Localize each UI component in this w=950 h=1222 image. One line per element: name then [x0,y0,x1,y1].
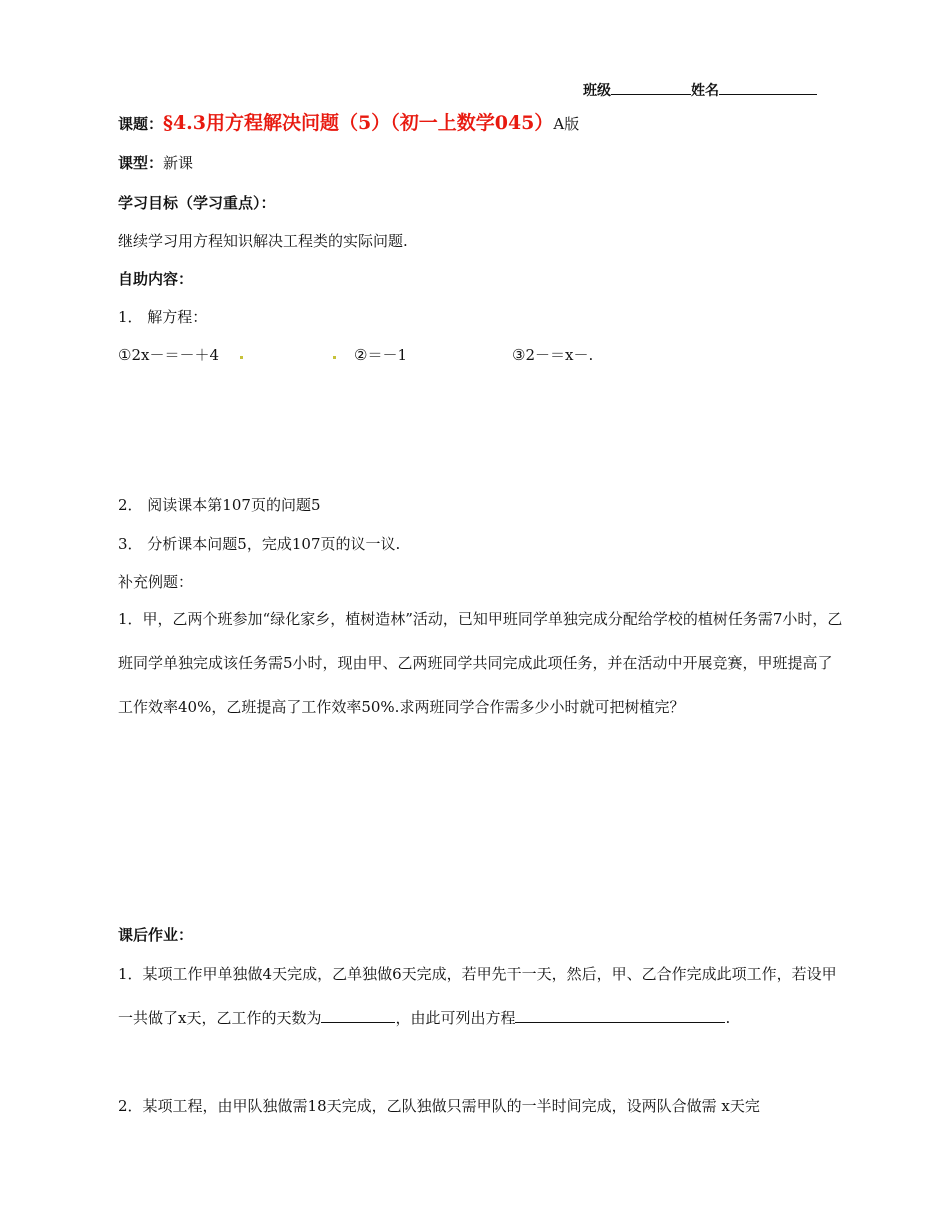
name-label: 姓名 [691,83,719,99]
equation-1: ①2x－＝－＋4 [118,346,219,364]
equation-3: ③2－＝x－. [512,346,594,364]
homework-problem-1 [118,952,843,1040]
mark-dot [240,356,243,359]
self-study-heading: 自助内容： [118,270,194,288]
answer-blank-equation[interactable] [515,1008,691,1023]
page-title [118,108,579,135]
header-class-name [583,80,817,100]
mark-dot [333,356,336,359]
title-suffix: A版 [553,115,580,133]
lesson-type [118,152,193,173]
self-study-item-1: 1． 解方程： [118,308,208,326]
title-main: §4.3用方程解决问题（5）（初一上数学045） [163,112,554,134]
self-study-item-2: 2． 阅读课本第107页的问题5 [118,496,321,514]
class-label: 班级 [583,83,611,99]
self-study-item-3: 3． 分析课本问题5，完成107页的议一议. [118,535,401,553]
title-label: 课题： [118,115,164,133]
example-problem-1: 1．甲，乙两个班参加“绿化家乡，植树造林”活动，已知甲班同学单独完成分配给学校的植树任务需7小时，乙班同学单独完成该任务需5小时，现由甲、乙两班同学共同完成此项任务，并在活动中开展竞赛，甲班提高了工作效率40%，乙班提高了工作效率50%.求两班同学合作需多少小时就可把树植完？ [118,610,843,716]
homework-heading: 课后作业： [118,926,194,944]
homework-problem-2: 2．某项工程，由甲队独做需18天完成，乙队独做只需甲队的一半时间完成，设两队合做需 x天完 [118,1097,760,1115]
homework-p1-end: . [725,1009,731,1027]
class-blank[interactable] [611,80,691,95]
homework-p1-text: 1．某项工作甲单独做4天完成，乙单独做6天完成，若甲先干一天，然后，甲、乙合作完成此项工作，若设甲一共做了x天，乙工作的天数为 [118,965,837,1027]
equation-2: ②＝－1 [354,346,407,364]
objective-text: 继续学习用方程知识解决工程类的实际问题. [118,232,408,250]
homework-p1-text-2: ，由此可列出方程 [395,1009,516,1027]
name-blank[interactable] [719,80,817,95]
answer-blank-equation-cont[interactable] [691,1008,725,1023]
answer-blank-days[interactable] [321,1008,395,1023]
objective-heading: 学习目标（学习重点）： [118,194,276,212]
examples-heading: 补充例题： [118,573,194,591]
lesson-type-value: 新课 [163,154,194,172]
lesson-type-label: 课型： [118,154,164,172]
